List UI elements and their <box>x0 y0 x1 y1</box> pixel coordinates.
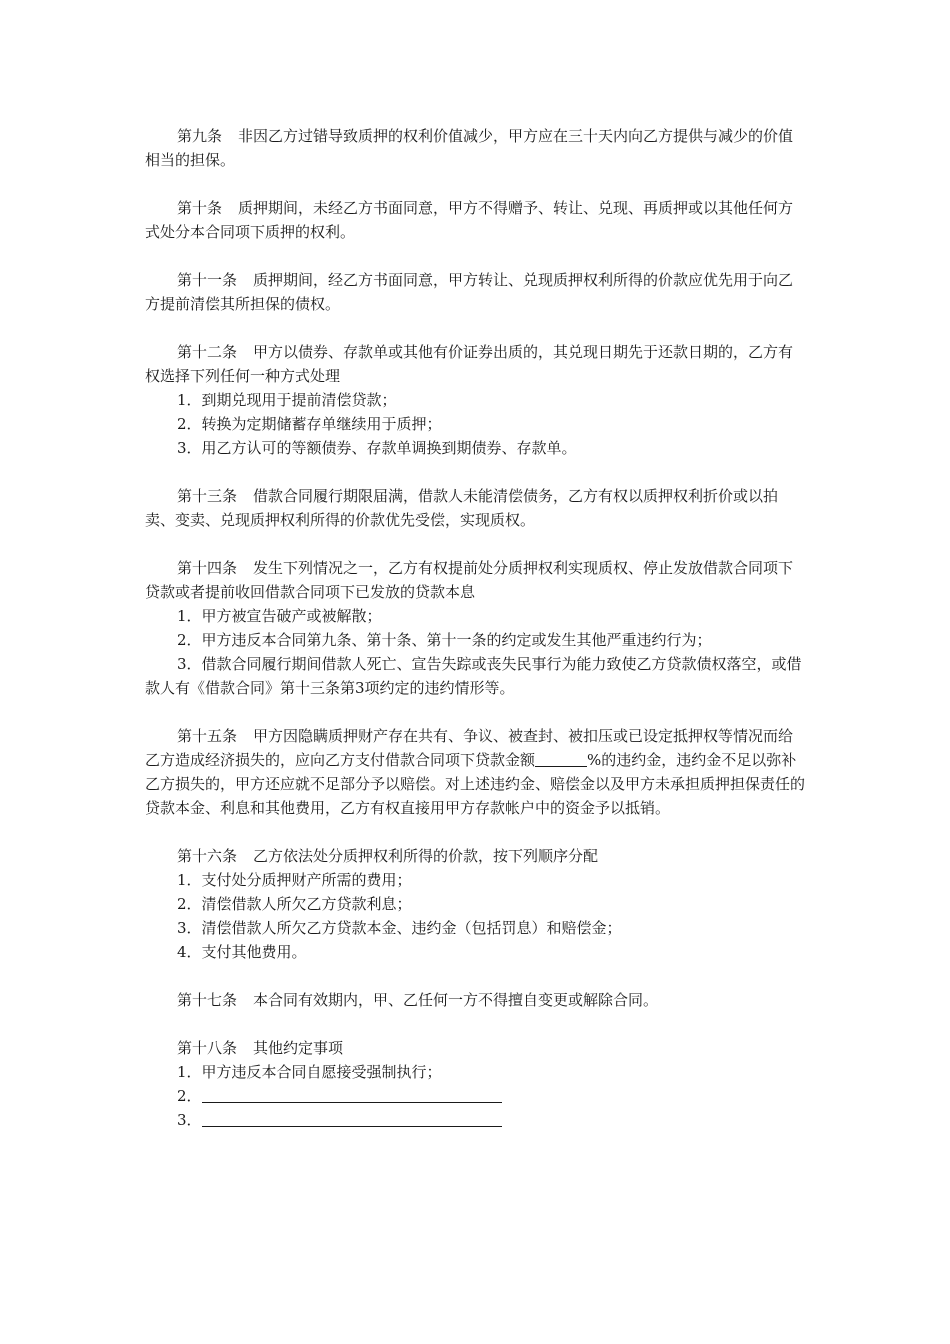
blank-line-3[interactable] <box>202 1111 502 1127</box>
list-item: 4．支付其他费用。 <box>177 943 307 961</box>
article-15-title: 第十五条 <box>177 727 238 745</box>
article-10 <box>145 196 807 244</box>
article-18-body: 其他约定事项 <box>253 1039 344 1057</box>
article-9 <box>145 124 807 172</box>
article-11-body: 质押期间，经乙方书面同意，甲方转让、兑现质押权利所得的价款应优先用于向乙方提前清偿其所担保的债权。 <box>145 271 794 313</box>
article-9-body: 非因乙方过错导致质押的权利价值减少，甲方应在三十天内向乙方提供与减少的价值相当的担保。 <box>145 127 794 169</box>
article-10-body: 质押期间，未经乙方书面同意，甲方不得赠予、转让、兑现、再质押或以其他任何方式处分本合同项下质押的权利。 <box>145 199 794 241</box>
article-15-body-before: 甲方因隐瞒质押财产存在共有、争议、被查封、被扣压或已设定抵押权等情况而给乙方造成经济损失的，应向乙方支付借款合同项下贷款金额 <box>145 727 794 769</box>
article-17-title: 第十七条 <box>177 991 238 1009</box>
article-14 <box>145 556 807 604</box>
article-10-title: 第十条 <box>177 199 223 217</box>
article-17-body: 本合同有效期内，甲、乙任何一方不得擅自变更或解除合同。 <box>253 991 659 1009</box>
blank-line-2[interactable] <box>202 1087 502 1103</box>
article-18 <box>145 1036 807 1060</box>
list-item: 1．支付处分质押财产所需的费用； <box>177 871 412 889</box>
article-12-body: 甲方以债券、存款单或其他有价证券出质的，其兑现日期先于还款日期的，乙方有权选择下列任何一种方式处理 <box>145 343 794 385</box>
article-15 <box>145 724 807 820</box>
article-13-title: 第十三条 <box>177 487 238 505</box>
article-11 <box>145 268 807 316</box>
article-13-body: 借款合同履行期限届满，借款人未能清偿债务，乙方有权以质押权利折价或以拍卖、变卖、兑现质押权利所得的价款优先受偿，实现质权。 <box>145 487 779 529</box>
list-item: 2．甲方违反本合同第九条、第十条、第十一条的约定或发生其他严重违约行为； <box>177 631 712 649</box>
list-item: 1．甲方被宣告破产或被解散； <box>177 607 382 625</box>
item-3-label: 3． <box>177 1111 202 1129</box>
list-item: 2．清偿借款人所欠乙方贷款利息； <box>177 895 412 913</box>
article-13 <box>145 484 807 532</box>
article-14-title: 第十四条 <box>177 559 238 577</box>
list-item: 2．转换为定期储蓄存单继续用于质押； <box>177 415 442 433</box>
article-16-title: 第十六条 <box>177 847 238 865</box>
article-9-title: 第九条 <box>177 127 223 145</box>
list-item: 1．甲方违反本合同自愿接受强制执行； <box>177 1063 442 1081</box>
article-11-title: 第十一条 <box>177 271 238 289</box>
article-14-body: 发生下列情况之一，乙方有权提前处分质押权利实现质权、停止发放借款合同项下贷款或者提前收回借款合同项下已发放的贷款本息 <box>145 559 794 601</box>
list-item: 3．清偿借款人所欠乙方贷款本金、违约金（包括罚息）和赔偿金； <box>177 919 622 937</box>
article-16-body: 乙方依法处分质押权利所得的价款，按下列顺序分配 <box>253 847 599 865</box>
article-18-title: 第十八条 <box>177 1039 238 1057</box>
list-item-blank-2 <box>145 1084 807 1108</box>
article-15-body-after: 的违约金，违约金不足以弥补乙方损失的，甲方还应就不足部分予以赔偿。对上述违约金、赔偿金以及甲方未承担质押担保责任的贷款本金、利息和其他费用，乙方有权直接用甲方存款帐户中的资金予以抵销。 <box>145 751 806 817</box>
percentage-blank[interactable] <box>535 751 587 767</box>
article-17 <box>145 988 807 1012</box>
article-16 <box>145 844 807 868</box>
list-item: 1．到期兑现用于提前清偿贷款； <box>177 391 397 409</box>
percent-sign: % <box>587 751 602 769</box>
item-2-label: 2． <box>177 1087 202 1105</box>
article-12-title: 第十二条 <box>177 343 238 361</box>
list-item: 3．用乙方认可的等额债券、存款单调换到期债券、存款单。 <box>177 439 577 457</box>
contract-page <box>145 124 807 1132</box>
list-item: 3．借款合同履行期间借款人死亡、宣告失踪或丧失民事行为能力致使乙方贷款债权落空，或借款人有《借款合同》第十三条第3项约定的违约情形等。 <box>145 655 802 697</box>
article-12 <box>145 340 807 388</box>
list-item-blank-3 <box>145 1108 807 1132</box>
